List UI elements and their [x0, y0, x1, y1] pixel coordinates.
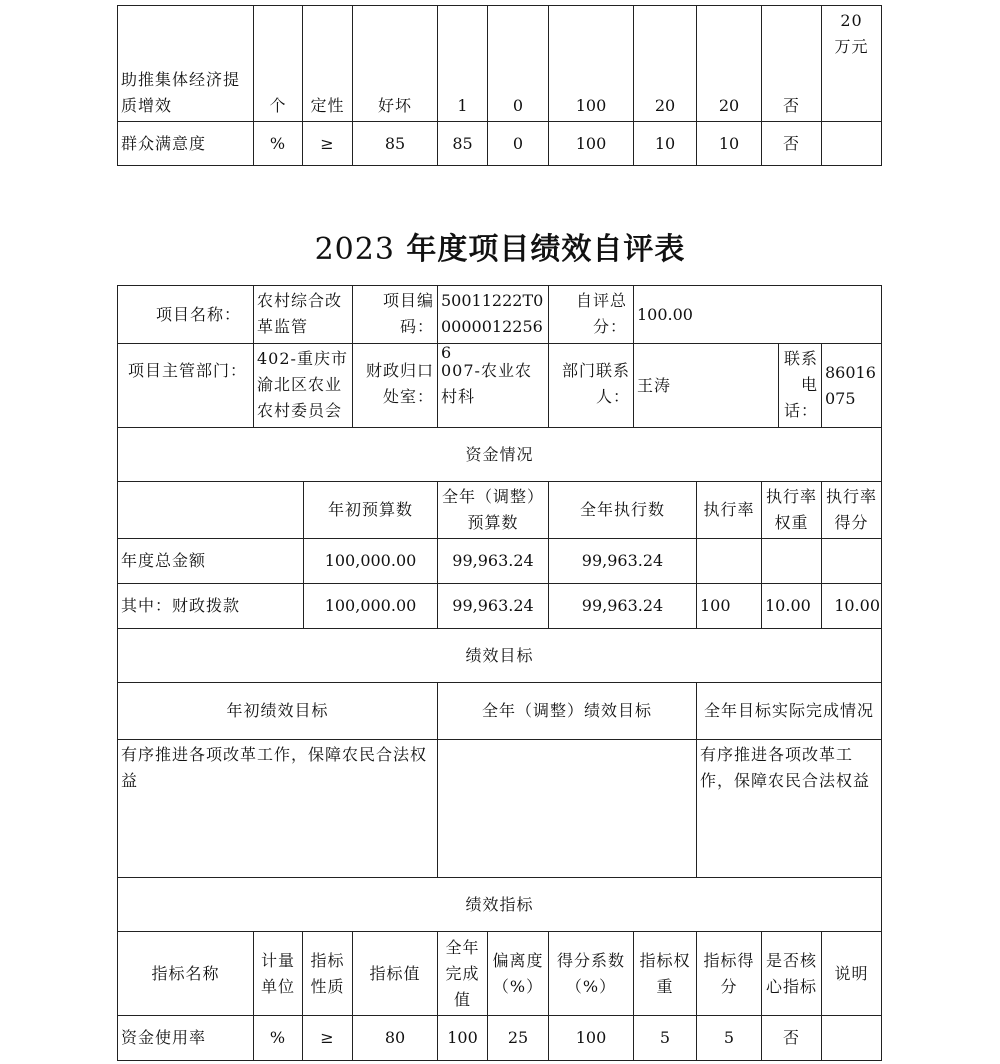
goals-header-adjusted [437, 682, 697, 740]
goal-text: 有序推进各项改革工作，保障农民合法权益 [700, 745, 871, 790]
label-text: 项目主管部门： [127, 361, 247, 380]
label-text: 自评总分： [575, 291, 627, 336]
header-text: 得分系数（%） [556, 950, 625, 996]
funds-adjusted [437, 583, 549, 629]
target-value: 80 [384, 1028, 406, 1047]
completion-value: 85 [452, 133, 473, 153]
score-value: 10 [718, 133, 740, 153]
deviation-value: 0 [512, 133, 524, 153]
goals-adjusted [437, 739, 697, 878]
coef-value: 100 [575, 133, 607, 153]
project-code [437, 285, 549, 362]
project-name-label [117, 285, 254, 344]
completion-cell [437, 121, 488, 166]
section-title-text: 资金情况 [465, 444, 534, 464]
goals-actual [696, 739, 882, 878]
finance-label [352, 343, 438, 428]
core-value: 否 [782, 133, 800, 153]
funds-header-initial [303, 481, 438, 539]
amount-text: 10.00 [765, 596, 811, 615]
core-value: 否 [782, 96, 800, 115]
funds-rate [696, 538, 762, 584]
title-text: 年度项目绩效自评表 [394, 232, 686, 267]
ind-header-note [821, 931, 882, 1016]
note-value: 20万元 [834, 11, 869, 56]
ind-header-name [117, 931, 254, 1016]
ind-note [821, 1015, 882, 1061]
deviation-value: 0 [512, 96, 524, 115]
ind-target [352, 1015, 438, 1061]
note-cell [821, 5, 882, 122]
funds-header-rate-weight [761, 481, 822, 539]
indicator-name: 群众满意度 [121, 133, 207, 153]
coef-value: 100 [575, 96, 607, 115]
ind-weight [633, 1015, 697, 1061]
completion-value: 100 [447, 1028, 478, 1047]
header-text: 指标值 [369, 963, 421, 983]
funds-header-rate [696, 481, 762, 539]
indicator-name-cell [117, 121, 254, 166]
amount-text: 100 [700, 596, 731, 615]
amount-text: 99,963.24 [452, 596, 534, 615]
funds-header-executed [548, 481, 697, 539]
ind-completion [437, 1015, 488, 1061]
header-text: 偏离度（%） [492, 950, 544, 996]
ind-nature [302, 1015, 353, 1061]
indicator-name: 资金使用率 [121, 1028, 207, 1047]
coef-value: 100 [575, 1028, 607, 1047]
project-name [253, 285, 353, 344]
label-text: 项目名称： [155, 304, 241, 324]
header-text: 全年执行数 [579, 500, 665, 519]
completion-cell [437, 5, 488, 122]
self-score-label [548, 285, 634, 344]
note-cell [821, 121, 882, 166]
ind-header-nature [302, 931, 353, 1016]
weight-value: 20 [654, 96, 676, 115]
nature-value: ≥ [320, 133, 335, 153]
core-cell [761, 5, 822, 122]
target-value: 好坏 [377, 96, 412, 115]
amount-text: 100,000.00 [324, 596, 417, 615]
core-cell [761, 121, 822, 166]
core-value: 否 [782, 1028, 800, 1047]
row-label-text: 其中：财政拨款 [121, 596, 241, 615]
target-cell [352, 5, 438, 122]
ind-header-unit [253, 931, 303, 1016]
funds-rate-score [821, 538, 882, 584]
dept [253, 343, 353, 428]
funds-executed [548, 538, 697, 584]
deviation-cell [487, 121, 549, 166]
page-title [0, 228, 1000, 272]
weight-value: 5 [659, 1028, 671, 1047]
amount-text: 99,963.24 [452, 551, 534, 570]
score-cell [696, 5, 762, 122]
unit-value: % [269, 133, 287, 153]
header-text: 执行率 [703, 500, 755, 519]
indicator-name-cell [117, 5, 254, 122]
funds-initial [303, 538, 438, 584]
score-value: 5 [723, 1028, 735, 1047]
unit-cell [253, 5, 303, 122]
label-text: 部门联系人： [561, 361, 630, 406]
amount-text: 10.00 [834, 596, 880, 615]
nature-cell [302, 5, 353, 122]
funds-rate [696, 583, 762, 629]
header-text: 执行率得分 [825, 487, 877, 532]
goals-header-initial [117, 682, 438, 740]
section-title-text: 绩效指标 [465, 894, 534, 914]
ind-deviation [487, 1015, 549, 1061]
target-cell [352, 121, 438, 166]
funds-section-title [117, 427, 882, 482]
ind-name [117, 1015, 254, 1061]
value-text: 王涛 [637, 375, 672, 395]
header-text: 指标性质 [310, 950, 345, 996]
amount-text: 100,000.00 [324, 551, 417, 570]
contact-label [548, 343, 634, 428]
value-text: 100.00 [637, 305, 693, 324]
funds-rate-score [821, 583, 882, 629]
ind-header-coef [548, 931, 634, 1016]
goals-initial [117, 739, 438, 878]
phone [821, 343, 882, 428]
ind-score [696, 1015, 762, 1061]
value-text: 86016075 [825, 363, 876, 408]
funds-header-blank [117, 481, 304, 539]
label-text: 项目编码： [382, 291, 434, 336]
ind-header-target [352, 931, 438, 1016]
funds-initial [303, 583, 438, 629]
row-label-text: 年度总金额 [121, 551, 207, 570]
header-text: 指标名称 [151, 963, 220, 983]
indicator-name: 助推集体经济提质增效 [121, 70, 241, 115]
label-text: 联系电话： [783, 349, 818, 420]
deviation-value: 25 [507, 1028, 529, 1047]
coef-cell [548, 121, 634, 166]
goals-header-actual [696, 682, 882, 740]
header-text: 全年完成值 [445, 937, 480, 1009]
section-title-text: 绩效目标 [465, 645, 534, 665]
value-text: 50011222T000000122566 [441, 291, 544, 362]
ind-header-score [696, 931, 762, 1016]
indicators-section-title [117, 877, 882, 932]
funds-executed [548, 583, 697, 629]
value-text: 402-重庆市渝北区农业农村委员会 [257, 349, 348, 420]
completion-value: 1 [457, 96, 468, 115]
header-text: 是否核心指标 [765, 950, 817, 996]
funds-rate-weight [761, 538, 822, 584]
header-text: 全年目标实际完成情况 [703, 701, 874, 720]
ind-header-weight [633, 931, 697, 1016]
value-text: 007-农业农村科 [441, 361, 532, 406]
coef-cell [548, 5, 634, 122]
header-text: 说明 [834, 963, 869, 983]
ind-header-completion [437, 931, 488, 1016]
funds-header-adjusted [437, 481, 549, 539]
value-text: 农村综合改革监管 [257, 291, 343, 336]
finance [437, 343, 549, 428]
unit-cell [253, 121, 303, 166]
funds-row-label [117, 583, 304, 629]
ind-header-deviation [487, 931, 549, 1016]
header-text: 执行率权重 [765, 487, 817, 532]
amount-text: 99,963.24 [581, 596, 664, 615]
header-text: 指标权重 [639, 950, 691, 996]
weight-cell [633, 5, 697, 122]
ind-unit [253, 1015, 303, 1061]
target-value: 85 [384, 133, 406, 153]
project-code-label [352, 285, 438, 344]
header-text: 计量单位 [260, 950, 295, 996]
nature-value: 定性 [310, 96, 345, 115]
ind-core [761, 1015, 822, 1061]
phone-label [778, 343, 822, 428]
weight-value: 10 [654, 133, 676, 153]
title-year: 2023 [314, 232, 395, 267]
header-text: 指标得分 [703, 950, 755, 996]
contact [633, 343, 779, 428]
nature-value: ≥ [320, 1028, 335, 1047]
goal-text: 有序推进各项改革工作，保障农民合法权益 [121, 745, 428, 790]
header-text: 全年（调整）预算数 [441, 487, 544, 532]
unit-value: % [269, 1028, 287, 1047]
ind-coef [548, 1015, 634, 1061]
header-text: 全年（调整）绩效目标 [481, 701, 652, 720]
deviation-cell [487, 5, 549, 122]
dept-label [117, 343, 254, 428]
ind-header-core [761, 931, 822, 1016]
label-text: 财政归口处室： [365, 361, 434, 406]
goals-section-title [117, 628, 882, 683]
funds-header-rate-score [821, 481, 882, 539]
amount-text: 99,963.24 [581, 551, 664, 570]
unit-value: 个 [269, 96, 287, 115]
funds-adjusted [437, 538, 549, 584]
score-value: 20 [718, 96, 740, 115]
funds-row-label [117, 538, 304, 584]
score-cell [696, 121, 762, 166]
funds-rate-weight [761, 583, 822, 629]
header-text: 年初预算数 [327, 500, 413, 519]
weight-cell [633, 121, 697, 166]
header-text: 年初绩效目标 [226, 701, 329, 720]
nature-cell [302, 121, 353, 166]
self-score [633, 285, 882, 344]
